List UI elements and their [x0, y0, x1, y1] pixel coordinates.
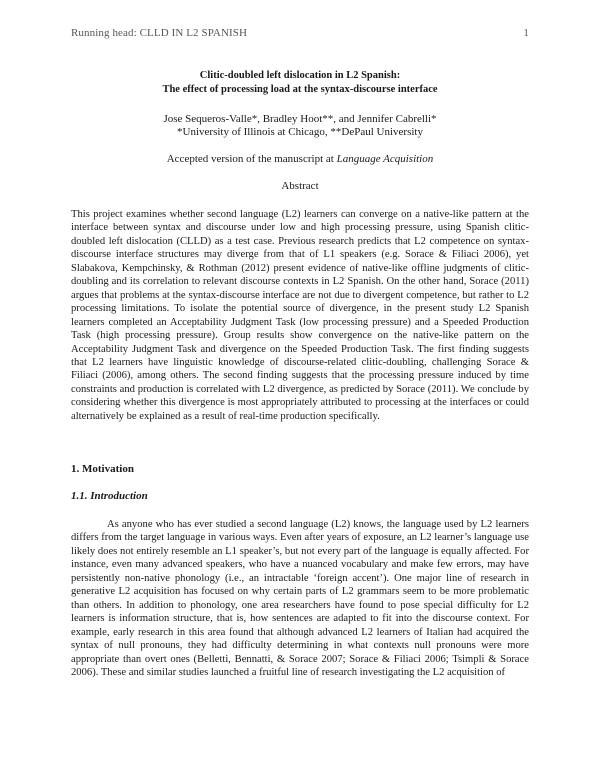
abstract-text: This project examines whether second language (L2) learners can converge on a native-like pattern at the interface between syntax and discourse under low and high processing pressure, using Spanish clitic-doubled left dislocation (CLLD) as a test case. Previous research predicts that L2 competence on syntax-discourse interface structures may diverge from that of L1 speakers (e.g. Sorace & Filiaci 2006), yet Slabakova, Kempchinsky, & Rothman (2012) present evidence of native-like offline judgments of clitic-doubling and its correlation to relevant discourse contexts in L2 Spanish. On the other hand, Sorace (2011) argues that problems at the syntax-discourse interface are not due to divergent competence, but rather to L2 processing limitations. To isolate the potential source of divergence, in the present study L2 Spanish learners completed an Acceptability Judgment Task (low processing pressure) and a Speeded Production Task (high processing pressure). Group results show convergence on the native-like pattern on the Acceptability Judgment Task and divergence on the Speeded Production Task. The first finding suggests that L2 learners have linguistic knowledge of discourse-related clitic-doubling, challenging Sorace & Filiaci (2006), among others. The second finding suggests that the processing pressure induced by time constraints and production is correlated with L2 divergence, as predicted by Sorace (2011). We conclude by considering whether this divergence is most appropriately attributed to processing at the interfaces or could alternatively be explained as a result of real-time production specifically.	[71, 209, 529, 422]
author-affiliations: *University of Illinois at Chicago, **DePaul University	[177, 126, 423, 138]
page-number: 1	[523, 27, 529, 39]
abstract-heading: Abstract	[281, 180, 319, 192]
accepted-note	[71, 153, 529, 166]
running-head-label: Running head: CLLD IN L2 SPANISH	[71, 27, 248, 39]
author-block	[71, 113, 529, 139]
subsection-heading: 1.1. Introduction	[71, 490, 148, 502]
running-head	[71, 27, 529, 39]
title-line-2: The effect of processing load at the syntax-discourse interface	[162, 84, 438, 95]
title-line-1: Clitic-doubled left dislocation in L2 Spanish:	[199, 70, 401, 81]
journal-name: Language Acquisition	[336, 153, 434, 165]
paper-title	[71, 69, 529, 97]
accepted-prefix: Accepted version of the manuscript at	[166, 153, 337, 165]
author-names: Jose Sequeros-Valle*, Bradley Hoot**, and Jennifer Cabrelli*	[163, 113, 437, 125]
section-heading: 1. Motivation	[71, 463, 134, 475]
introduction-text: As anyone who has ever studied a second language (L2) knows, the language used by L2 learners differs from the target language in various ways. Even after years of exposure, an L2 learner’s language use likely does not entirely resemble an L1 speaker’s, but not every part of the language is equally affected. For instance, even many advanced speakers, who have a nuanced vocabulary and make few errors, may have persistently non-native phonology (i.e., an intractable ‘foreign accent’). One major line of research in generative L2 acquisition has focused on why certain parts of L2 grammars seem to be more problematic than others. In addition to phonology, one area researchers have found to pose special difficulty for L2 learners is information structure, that is, how sentences are adapted to fit into the discourse context. For example, early research in this area found that although advanced L2 learners of Italian had acquired the syntax of null pronouns, they had difficulty determining in what contexts null pronouns were more appropriate than overt ones (Belletti, Bennatti, & Sorace 2007; Sorace & Filiaci 2006; Tsimpli & Sorace 2006). These and similar studies launched a fruitful line of research investigating the L2 acquisition of	[71, 519, 529, 678]
